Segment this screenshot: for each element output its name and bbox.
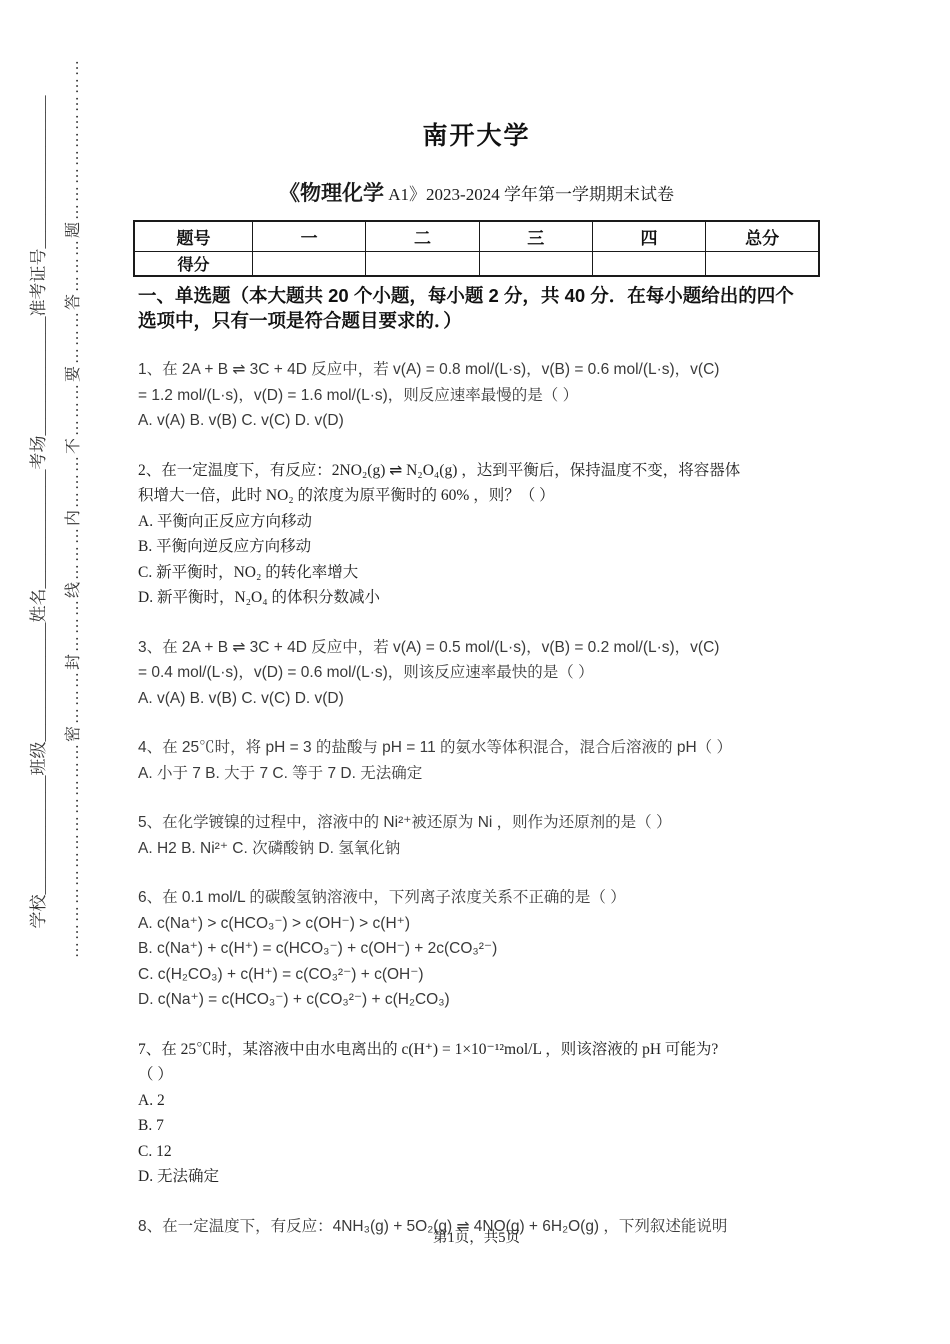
score-table-header-cell: 三 [479,221,592,252]
seal-line-text: ………………………………密………封………线………内………不………要………答………题……………………… [65,57,82,958]
text-line: A. 2 [138,1091,165,1109]
score-cell-empty [592,252,705,277]
university-name: 南开大学 [422,122,531,150]
question-4 [133,735,820,786]
text-line: C. 新平衡时，NO₂ 的转化率增大 [138,563,359,581]
score-table-header-cell: 一 [253,221,366,252]
text-line: C. 12 [138,1142,172,1160]
text-line: 8、在一定温度下，有反应：4NH₃(g) + 5O₂(g) ⇌ 4NO(g) + 6H₂O(g) ，下列叙述能说明 [138,1217,728,1235]
score-cell-empty [253,252,366,277]
text-line: 2、在一定温度下，有反应：2NO₂(g) ⇌ N₂O₄(g) ，达到平衡后，保持温度不变，将容器体 [138,461,741,479]
text-line: 5、在化学镀镍的过程中，溶液中的 Ni²⁺被还原为 Ni ，则作为还原剂的是（ ） [138,814,672,831]
exam-subtitle [133,177,820,207]
score-table [133,220,820,277]
question-5 [133,810,820,861]
exam-term: A1》2023-2024 学年第一学期期末试卷 [384,185,674,204]
section-one-heading [133,283,820,333]
question-6 [133,885,820,1013]
score-cell-empty [706,252,819,277]
text-line: 7、在 25℃时，某溶液中由水电离出的 c(H⁺) = 1×10⁻¹²mol/L ，则该溶液的 pH 可能为? [138,1040,719,1058]
score-table-header-cell: 二 [366,221,479,252]
text-line: A. v(A) B. v(B) C. v(C) D. v(D) [138,689,344,707]
text-line: 1、在 2A + B ⇌ 3C + 4D 反应中，若 v(A) = 0.8 mol/(L·s)，v(B) = 0.6 mol/(L·s)，v(C) [138,361,720,378]
text-line: （ ） [138,1066,173,1083]
score-row-label: 得分 [134,252,253,277]
score-table-header-cell: 总分 [706,221,819,252]
exam-page-content [133,0,820,1239]
text-line: = 1.2 mol/(L·s)，v(D) = 1.6 mol/(L·s)，则反应速率最慢的是（ ） [138,386,579,404]
text-line: D. c(Na⁺) = c(HCO₃⁻) + c(CO₃²⁻) + c(H₂CO₃) [138,991,450,1008]
score-table-score-row [134,252,819,277]
text-line: B. 7 [138,1117,164,1134]
text-line: B. 平衡向逆反应方向移动 [138,538,312,555]
text-line: 一、单选题（本大题共 20 个小题，每小题 2 分，共 40 分．在每小题给出的四个 [138,285,794,306]
question-2 [133,458,820,611]
text-line: 4、在 25℃时，将 pH = 3 的盐酸与 pH = 11 的氨水等体积混合，混合后溶液的 pH（ ） [138,739,732,756]
text-line: A. v(A) B. v(B) C. v(C) D. v(D) [138,412,344,429]
student-info-fields: 学校______________班级______________姓名______________考场______________准考证号__________________ [29,95,48,929]
text-line: A. 平衡向正反应方向移动 [138,512,312,530]
text-line: D. 无法确定 [138,1168,219,1185]
score-cell-empty [479,252,592,277]
text-line: B. c(Na⁺) + c(H⁺) = c(HCO₃⁻) + c(OH⁻) + 2c(CO₃²⁻) [138,940,498,957]
score-table-header-cell: 题号 [134,221,253,252]
text-line: 积增大一倍，此时 NO₂ 的浓度为原平衡时的 60% ，则？（ ） [138,487,555,504]
text-line: C. c(H₂CO₃) + c(H⁺) = c(CO₃²⁻) + c(OH⁻) [138,965,424,983]
question-1 [133,357,820,434]
text-line: A. 小于 7 B. 大于 7 C. 等于 7 D. 无法确定 [138,764,423,782]
text-line: A. H2 B. Ni²⁺ C. 次磷酸钠 D. 氢氧化钠 [138,839,401,857]
score-table-header-row [134,221,819,252]
question-3 [133,635,820,712]
text-line: D. 新平衡时，N₂O₄ 的体积分数减小 [138,589,381,606]
score-table-header-cell: 四 [592,221,705,252]
question-7 [133,1037,820,1190]
text-line: 选项中，只有一项是符合题目要求的．） [138,310,462,331]
text-line: 6、在 0.1 mol/L 的碳酸氢钠溶液中，下列离子浓度关系不正确的是（ ） [138,889,626,906]
text-line: 3、在 2A + B ⇌ 3C + 4D 反应中，若 v(A) = 0.5 mol/(L·s)，v(B) = 0.2 mol/(L·s)，v(C) [138,638,720,656]
page-footer: 第1页，共5页 [433,1230,520,1246]
text-line: = 0.4 mol/(L·s)，v(D) = 0.6 mol/(L·s)，则该反应速率最快的是（ ） [138,664,594,681]
text-line: A. c(Na⁺) > c(HCO₃⁻) > c(OH⁻) > c(H⁺) [138,914,410,932]
score-cell-empty [366,252,479,277]
exam-subject: 《物理化学 [279,182,385,205]
